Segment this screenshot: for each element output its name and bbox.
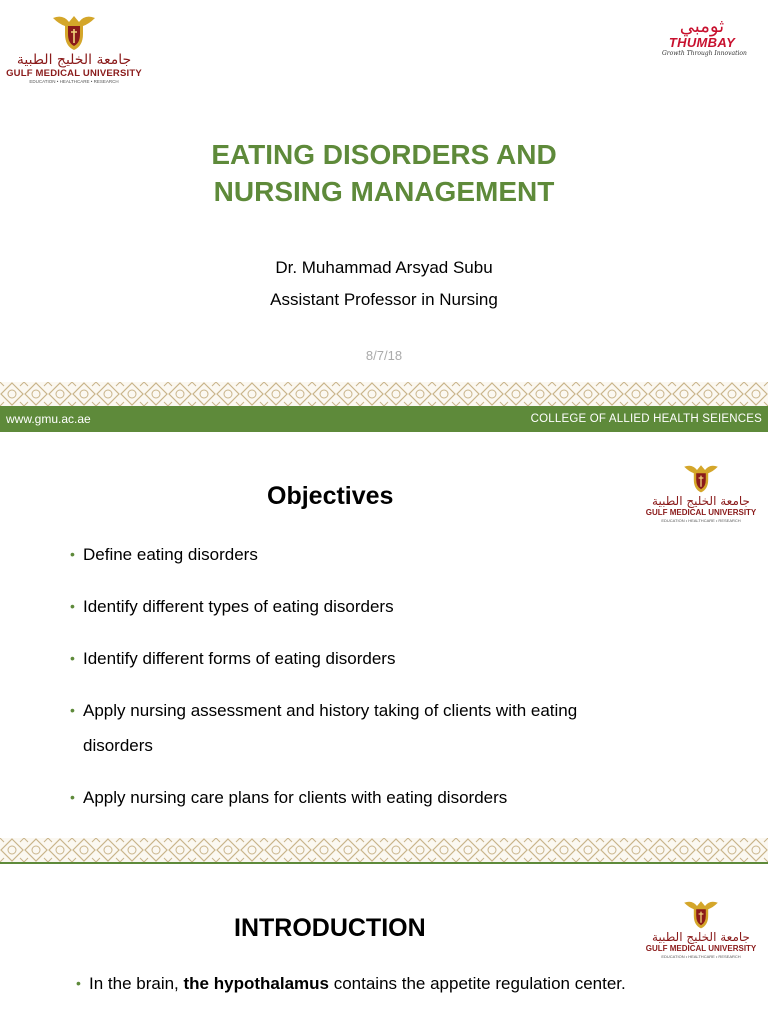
list-item: • Identify different types of eating disorders: [70, 589, 577, 624]
introduction-heading: INTRODUCTION: [234, 914, 426, 942]
bullet-dot-icon: •: [76, 975, 81, 991]
gmu-logo: [642, 898, 760, 959]
thumbay-logo: [662, 16, 747, 58]
gmu-name: GULF MEDICAL UNIVERSITY: [6, 68, 142, 79]
author-name: Dr. Muhammad Arsyad Subu: [275, 258, 493, 277]
gmu-arabic-name: جامعة الخليج الطبية: [652, 494, 750, 508]
decorative-pattern: [0, 382, 768, 406]
gmu-emblem-icon: [682, 462, 720, 494]
gmu-logo: [642, 462, 760, 523]
objectives-heading: Objectives: [267, 482, 394, 510]
gmu-tagline: EDUCATION • HEALTHCARE • RESEARCH: [29, 79, 119, 84]
decorative-pattern: [0, 838, 768, 862]
gmu-tagline: EDUCATION • HEALTHCARE • RESEARCH: [661, 954, 741, 959]
bullet-dot-icon: •: [70, 546, 75, 562]
gmu-emblem-icon: [682, 898, 720, 930]
author-block: [0, 252, 768, 316]
footer-url[interactable]: www.gmu.ac.ae: [6, 412, 91, 426]
presentation-title: [0, 136, 768, 210]
bullet-dot-icon: •: [70, 650, 75, 666]
slide-introduction: [0, 864, 768, 1024]
gmu-tagline: EDUCATION • HEALTHCARE • RESEARCH: [661, 518, 741, 523]
bullet-dot-icon: •: [70, 702, 75, 718]
list-item: • Identify different forms of eating disorders: [70, 641, 577, 676]
thumbay-brand: THUMBAY: [668, 35, 736, 50]
title-line-2: NURSING MANAGEMENT: [213, 176, 555, 207]
slide-objectives: [0, 432, 768, 864]
thumbay-slogan: Growth Through Innovation: [662, 50, 747, 57]
gmu-name: GULF MEDICAL UNIVERSITY: [645, 508, 757, 517]
gmu-arabic-name: جامعة الخليج الطبية: [652, 930, 750, 944]
list-item: • Apply nursing assessment and history taking of clients with eating disorders: [70, 693, 577, 763]
gmu-emblem-icon: [51, 12, 97, 52]
footer-college: COLLEGE OF ALLIED HEALTH SEIENCES: [530, 413, 762, 425]
thumbay-arabic: ثومبي: [679, 16, 725, 37]
bullet-dot-icon: •: [70, 598, 75, 614]
slide-date: 8/7/18: [365, 348, 403, 363]
title-line-1: EATING DISORDERS AND: [211, 139, 557, 170]
bullet-dot-icon: •: [70, 789, 75, 805]
footer-bar: [0, 406, 768, 432]
author-position: Assistant Professor in Nursing: [270, 290, 498, 309]
list-item: • In the brain, the hypothalamus contains the appetite regulation center.: [76, 966, 626, 1001]
gmu-arabic-name: جامعة الخليج الطبية: [16, 52, 132, 68]
slide-title: [0, 0, 768, 432]
list-item: • Define eating disorders: [70, 537, 577, 572]
list-item: • Apply nursing care plans for clients with eating disorders: [70, 780, 577, 815]
gmu-name: GULF MEDICAL UNIVERSITY: [645, 944, 757, 953]
introduction-list: [76, 966, 626, 1001]
gmu-logo: [4, 12, 144, 85]
objectives-list: [70, 537, 577, 815]
